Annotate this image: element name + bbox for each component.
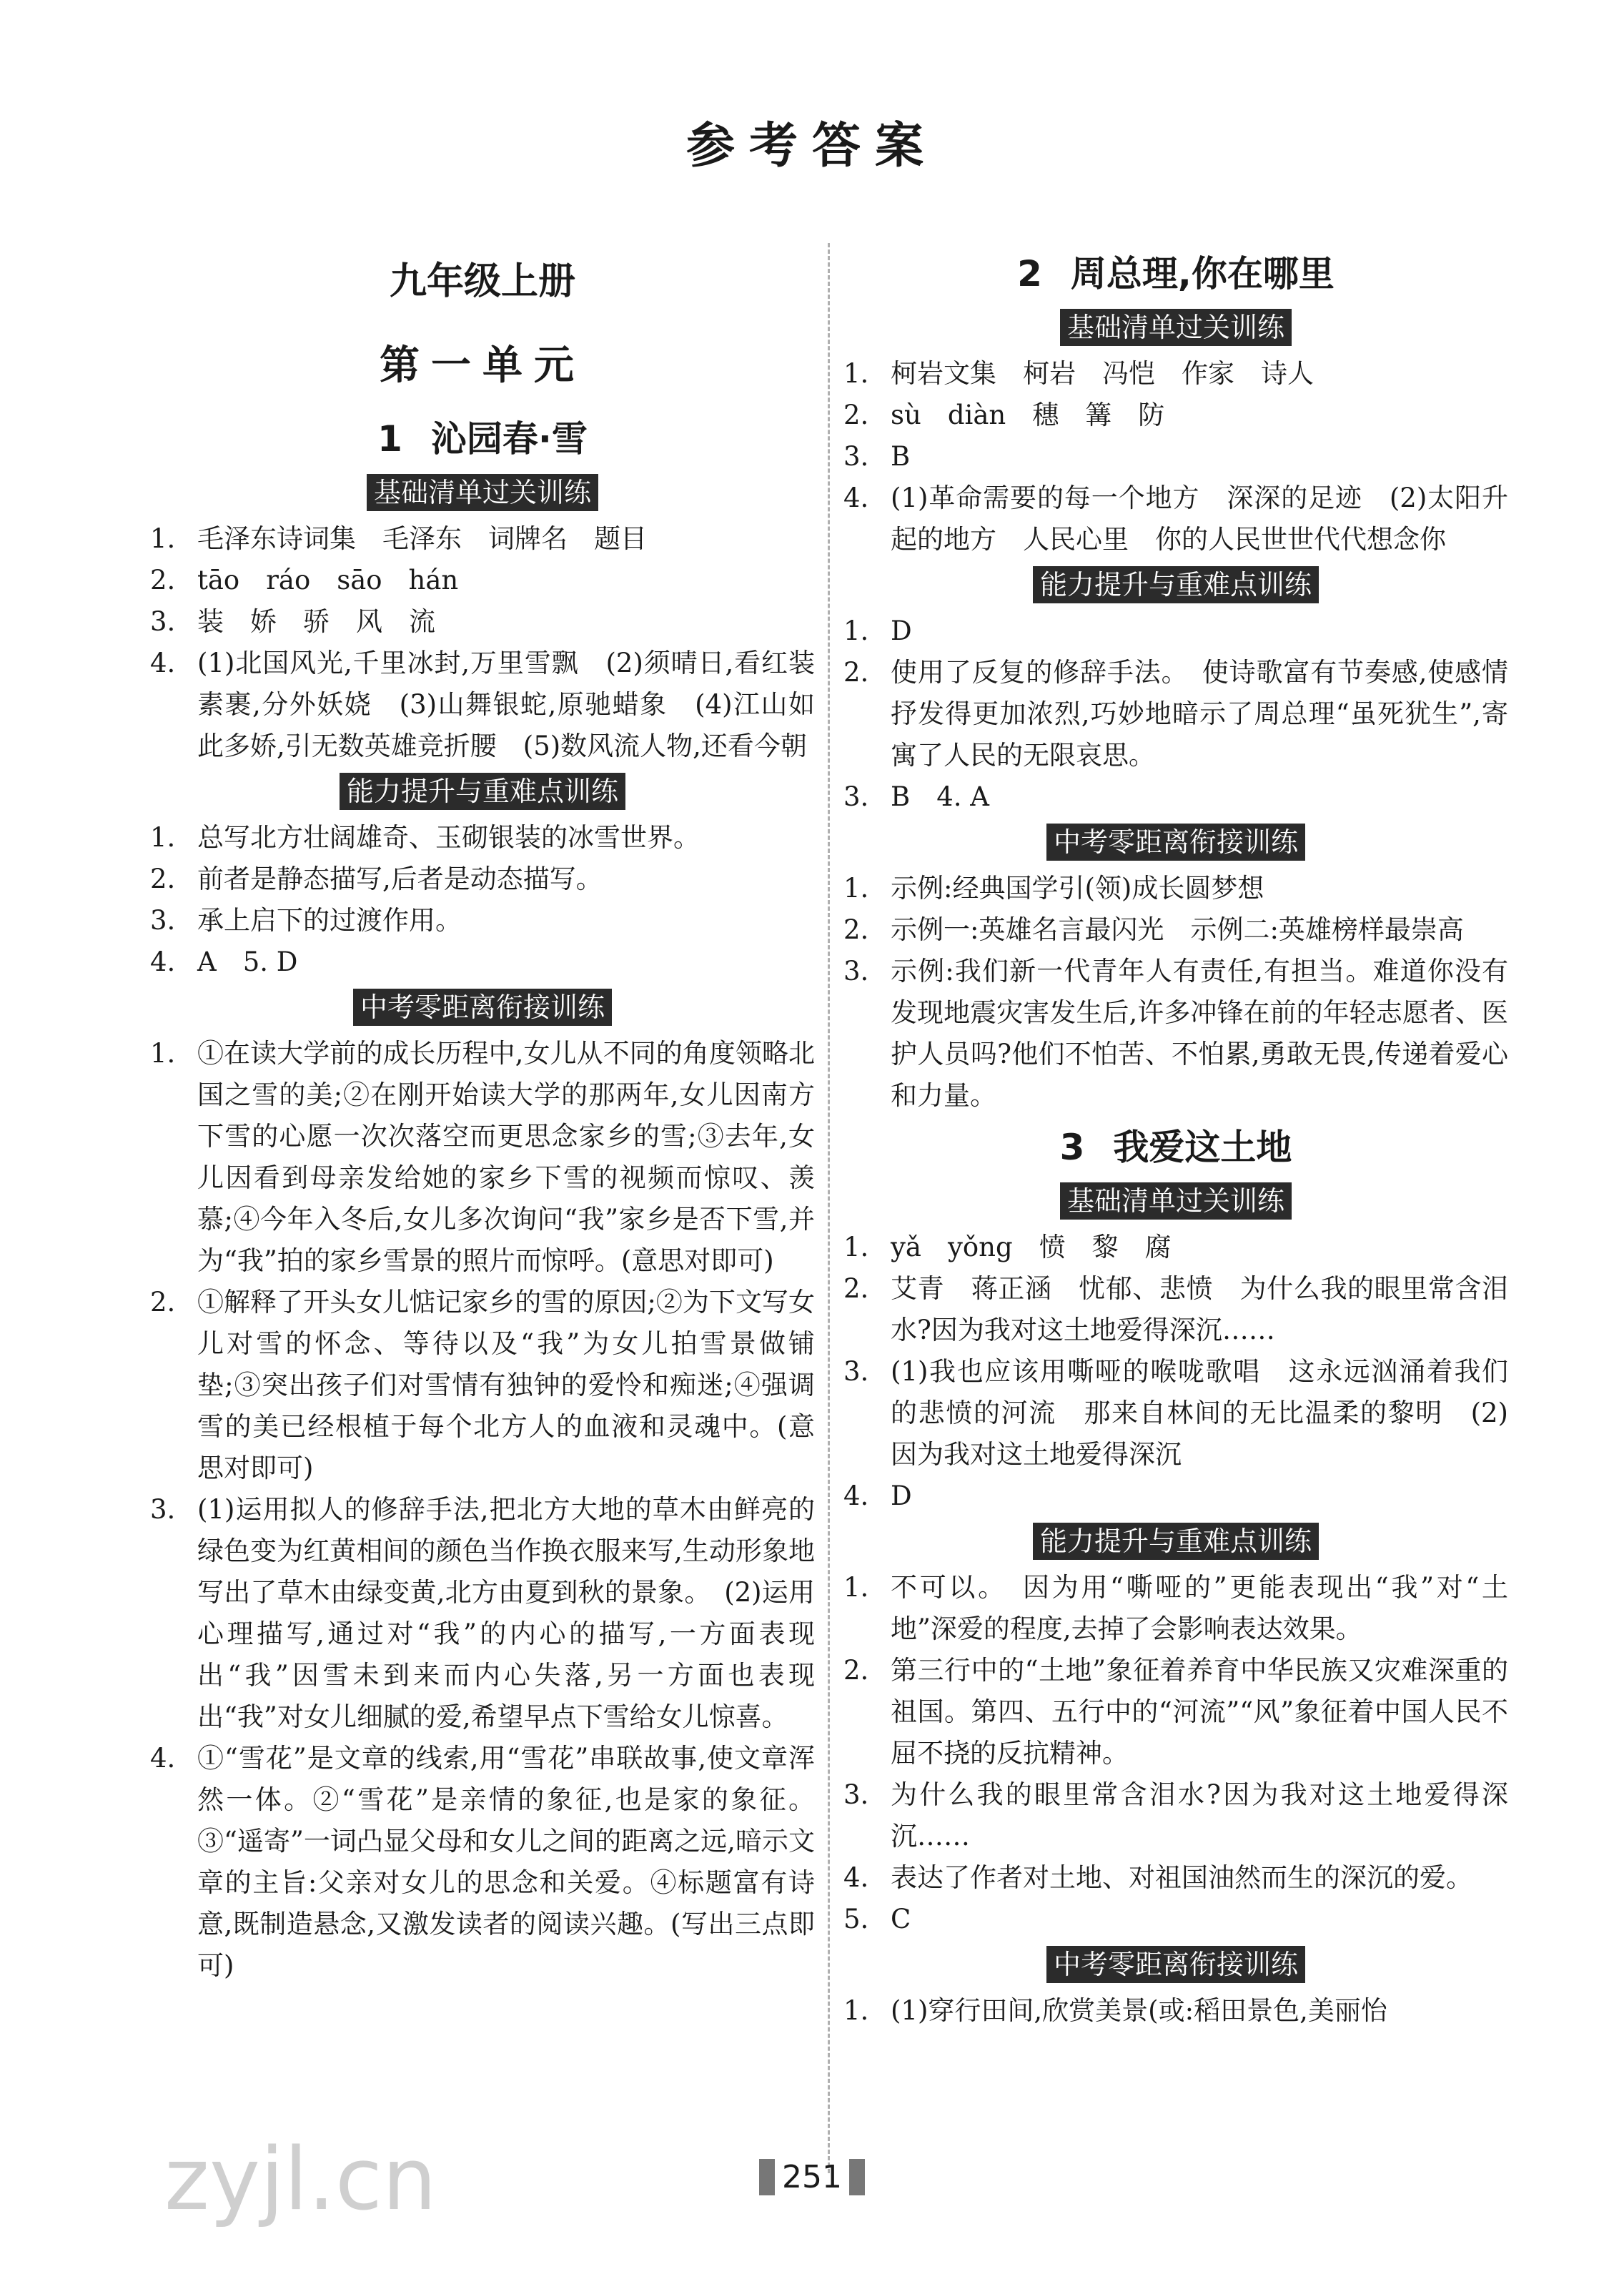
- section-heading: 基础清单过关训练: [1060, 309, 1292, 346]
- watermark: zyjl.cn: [164, 2130, 437, 2230]
- section-heading: 中考零距离衔接训练: [353, 989, 612, 1026]
- answer-item: 2. 前者是静态描写,后者是动态描写。: [150, 864, 603, 894]
- answer-item: 1. 示例:经典国学引(领)成长圆梦想: [843, 873, 1264, 904]
- section-heading: 中考零距离衔接训练: [1046, 824, 1305, 861]
- answer-item: 1. 总写北方壮阔雄奇、玉砌银装的冰雪世界。: [150, 822, 700, 853]
- answer-item: 4. A 5. D: [150, 946, 298, 977]
- page-number: 251: [759, 2159, 865, 2195]
- answer-item: 1. ①在读大学前的成长历程中,女儿从不同的角度领略北国之雪的美;②在刚开始读大学的那两年,女儿因南方下雪的心愿一次次落空而更思念家乡的雪;③去年,女儿因看到母亲发给她的家乡下雪的视频而惊叹、羡慕;④今年入冬后,女儿多次询问“我”家乡是否下雪,并为“我”拍的家乡雪景的照片而惊呼。(意思对即可): [150, 1038, 815, 1276]
- answer-item: 2. tāo ráo sāo hán: [150, 565, 459, 595]
- column-divider: [828, 243, 830, 2173]
- lesson-number: 2: [1017, 253, 1042, 295]
- lesson-name: 周总理,你在哪里: [1070, 253, 1335, 295]
- answer-item: 1. (1)穿行田间,欣赏美景(或:稻田景色,美丽怡: [843, 1995, 1387, 2026]
- lesson-name: 沁园春·雪: [430, 418, 588, 460]
- answer-item: 3. 为什么我的眼里常含泪水?因为我对这土地爱得深沉……: [843, 1779, 1508, 1852]
- answer-item: 3. (1)运用拟人的修辞手法,把北方大地的草木由鲜亮的绿色变为红黄相间的颜色当作换衣服来写,生动形象地写出了草木由绿变黄,北方由夏到秋的景象。 (2)运用心理描写,通过对“我”的内心的描写,一方面表现出“我”因雪未到来而内心失落,另一方面也表现出“我”对女儿细腻的爱,希望早点下雪给女儿惊喜。: [150, 1494, 815, 1732]
- page-title: 参考答案: [685, 118, 938, 174]
- section-heading: 能力提升与重难点训练: [1033, 1523, 1319, 1560]
- answer-item: 1. yǎ yǒng 愤 黎 腐: [843, 1232, 1172, 1262]
- lesson-title: [843, 253, 1508, 295]
- answer-item: 2. 示例一:英雄名言最闪光 示例二:英雄榜样最崇高: [843, 914, 1464, 945]
- section-heading: 基础清单过关训练: [367, 474, 598, 511]
- answer-item: 3. 示例:我们新一代青年人有责任,有担当。难道你没有发现地震灾害发生后,许多冲锋在前的年轻志愿者、医护人员吗?他们不怕苦、不怕累,勇敢无畏,传递着爱心和力量。: [843, 956, 1508, 1111]
- section-heading: 能力提升与重难点训练: [1033, 566, 1319, 603]
- answer-item: 4. (1)革命需要的每一个地方 深深的足迹 (2)太阳升起的地方 人民心里 你的人民世世代代想念你: [843, 483, 1508, 555]
- answer-item: 1. 不可以。 因为用“嘶哑的”更能表现出“我”对“土地”深爱的程度,去掉了会影响表达效果。: [843, 1572, 1508, 1644]
- grade-heading: 九年级上册: [389, 260, 575, 303]
- answer-item: 3. (1)我也应该用嘶哑的喉咙歌唱 这永远汹涌着我们的悲愤的河流 那来自林间的无比温柔的黎明 (2)因为我对这土地爱得深沉: [843, 1356, 1508, 1470]
- answer-item: 3. B: [843, 441, 911, 472]
- answer-item: 1. 毛泽东诗词集 毛泽东 词牌名 题目: [150, 523, 647, 554]
- answer-item: 1. 柯岩文集 柯岩 冯恺 作家 诗人: [843, 358, 1314, 389]
- answer-item: 5. C: [843, 1904, 911, 1934]
- lesson-title: [843, 1127, 1508, 1168]
- left-column: [150, 247, 815, 1987]
- answer-item: 2. ①解释了开头女儿惦记家乡的雪的原因;②为下文写女儿对雪的怀念、等待以及“我”为女儿拍雪景做铺垫;③突出孩子们对雪情有独钟的爱怜和痴迷;④强调雪的美已经根植于每个北方人的血液和灵魂中。(意思对即可): [150, 1287, 815, 1483]
- lesson-name: 我爱这土地: [1113, 1127, 1292, 1168]
- section-heading: 中考零距离衔接训练: [1046, 1946, 1305, 1983]
- answer-item: 3. 装 娇 骄 风 流: [150, 606, 435, 637]
- section-heading: 基础清单过关训练: [1060, 1182, 1292, 1220]
- answer-item: 4. D: [843, 1480, 912, 1511]
- answer-item: 3. B 4. A: [843, 781, 989, 812]
- answer-item: 1. D: [843, 616, 912, 646]
- answer-item: 3. 承上启下的过渡作用。: [150, 905, 462, 936]
- lesson-number: 1: [377, 418, 402, 460]
- answer-item: 2. sù diàn 穗 篝 防: [843, 400, 1165, 430]
- section-heading: 能力提升与重难点训练: [340, 773, 625, 810]
- answer-item: 4. 表达了作者对土地、对祖国油然而生的深沉的爱。: [843, 1862, 1472, 1893]
- answer-item: 4. (1)北国风光,千里冰封,万里雪飘 (2)须晴日,看红装素裹,分外妖娆 (3)山舞银蛇,原驰蜡象 (4)江山如此多娇,引无数英雄竞折腰 (5)数风流人物,还看今朝: [150, 648, 815, 761]
- answer-item: 2. 使用了反复的修辞手法。 使诗歌富有节奏感,使感情抒发得更加浓烈,巧妙地暗示了周总理“虽死犹生”,寄寓了人民的无限哀思。: [843, 657, 1508, 771]
- answer-item: 2. 艾青 蒋正涵 忧郁、悲愤 为什么我的眼里常含泪水?因为我对这土地爱得深沉……: [843, 1273, 1508, 1345]
- page-number-wrap: [0, 2159, 1624, 2195]
- lesson-title: [150, 418, 815, 460]
- lesson-number: 3: [1059, 1127, 1085, 1168]
- unit-heading: 第一单元: [380, 342, 585, 389]
- answer-item: 4. ①“雪花”是文章的线索,用“雪花”串联故事,使文章浑然一体。②“雪花”是亲情的象征,也是家的象征。③“遥寄”一词凸显父母和女儿之间的距离之远,暗示文章的主旨:父亲对女儿的思念和关爱。④标题富有诗意,既制造悬念,又激发读者的阅读兴趣。(写出三点即可): [150, 1743, 815, 1981]
- right-column: [843, 243, 1508, 2032]
- answer-item: 2. 第三行中的“土地”象征着养育中华民族又灾难深重的祖国。第四、五行中的“河流”“风”象征着中国人民不屈不挠的反抗精神。: [843, 1655, 1508, 1769]
